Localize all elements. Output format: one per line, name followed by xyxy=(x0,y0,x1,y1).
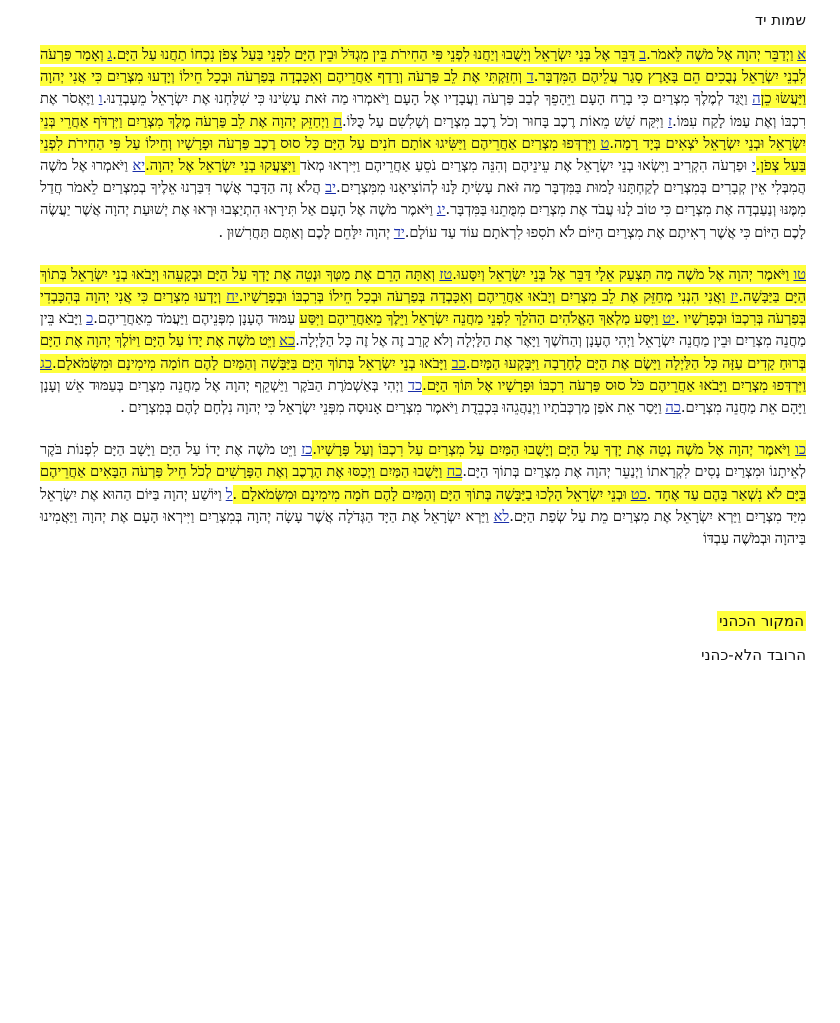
verse-number: טו xyxy=(793,265,806,283)
verse xyxy=(299,309,675,328)
verse-number: ד xyxy=(526,68,534,86)
verse-number: ל xyxy=(225,485,233,503)
paragraph xyxy=(40,44,806,244)
verse-number: כח xyxy=(446,463,463,481)
verse-text: דַּבֵּר אֶל בְּנֵי יִשְׂרָאֵל וְיָשֻׁבוּ וְיַחֲנוּ לִפְנֵי פִּי הַחִירֹת בֵּין מִגְדֹּל וּבֵין הַיָּם לִפְנֵי בַּעַל צְפֹן נִכְחוֹ תַחֲנוּ עַל הַיָּם. xyxy=(112,46,640,63)
verse-text: וַאֲנִי הִנְנִי מְחַזֵּק אֶת לֵב מִצְרַיִם וְיָבֹאוּ אַחֲרֵיהֶם וְאִכָּבְדָה בְּפַרְעֹה וּבְכָל חֵילוֹ בְּרִכְבּוֹ וּבְפָרָשָׁיו. xyxy=(238,288,731,306)
verse-number: לא xyxy=(493,507,510,525)
source-highlight: המקור הכהני xyxy=(719,612,804,631)
verse-text: וּפַרְעֹה הִקְרִיב וַיִּשְׂאוּ בְנֵי יִשְׂרָאֵל אֶת עֵינֵיהֶם וְהִנֵּה מִצְרַיִם נֹסֵעַ אַחֲרֵיהֶם וַיִּירְאוּ מְאֹד xyxy=(300,157,752,175)
verse xyxy=(239,287,739,306)
verse-text: וַיְחַזֵּק יְהוָה אֶת לֵב פַּרְעֹה מֶלֶךְ מִצְרַיִם וַיִּרְדֹּף אַחֲרֵי בְּנֵי יִשְׂרָאֵל וּבְנֵי יִשְׂרָאֵל יֹצְאִים בְּיָד רָמָה. xyxy=(40,112,806,152)
verse-number: יח xyxy=(226,288,239,306)
verse-text: וַיֵּט מֹשֶׁה אֶת יָדוֹ עַל הַיָּם וַיּוֹלֶךְ יְהוָה אֶת הַיָּם בְּרוּחַ קָדִים עַזָּה כָּל הַלַּיְלָה וַיָּשֶׂם אֶת הַיָּם לֶחָרָבָה וַיִּבָּקְעוּ הַמָּיִם. xyxy=(40,332,806,372)
chapter-body xyxy=(40,44,806,550)
verse-number: כט xyxy=(630,485,647,503)
verse-number: כז xyxy=(301,441,313,459)
verse-text: וַיֻּגַּד לְמֶלֶךְ מִצְרַיִם כִּי בָרַח הָעָם וַיֵּהָפֵךְ לְבַב פַּרְעֹה וַעֲבָדָיו אֶל הָעָם וַיֹּאמְרוּ מַה זֹּאת עָשִׂינוּ כִּי שִׁלַּחְנוּ אֶת יִשְׂרָאֵל מֵעָבְדֵנוּ. xyxy=(102,90,753,108)
verse-number: יד xyxy=(393,223,405,241)
verse xyxy=(452,265,806,284)
verse-number: כה xyxy=(665,399,681,417)
author-label: הרובד הלא-כהני xyxy=(701,646,806,665)
verse xyxy=(145,156,300,175)
verse-text: וַיִּקַּח שֵׁשׁ מֵאוֹת רֶכֶב בָּחוּר וְכֹל רֶכֶב מִצְרָיִם וְשָׁלִשִׁם עַל כֻּלּוֹ. xyxy=(342,112,669,130)
verse-text: וַיֹּאמֶר מֹשֶׁה אֶל הָעָם אַל תִּירָאוּ הִתְיַצְּבוּ וּרְאוּ אֶת יְשׁוּעַת יְהוָה אֲשֶׁר יַעֲשֶׂה לָכֶם הַיּוֹם כִּי אֲשֶׁר רְאִיתֶם אֶת מִצְרַיִם הַיּוֹם לֹא תֹסִפוּ לִרְאֹתָם עוֹד עַד עוֹלָם. xyxy=(40,201,806,241)
verse-text: וַיְהִי בְּאַשְׁמֹרֶת הַבֹּקֶר וַיַּשְׁקֵף יְהוָה אֶל מַחֲנֵה מִצְרַיִם בְּעַמּוּד אֵשׁ וְעָנָן וַיָּהָם אֵת מַחֲנֵה מִצְרָיִם. xyxy=(40,376,806,417)
verse-text: וַיָּסַר אֵת אֹפַן מַרְכְּבֹתָיו וַיְנַהֲגֵהוּ בִּכְבֵדֻת וַיֹּאמֶר מִצְרַיִם אָנוּסָה מִפְּנֵי יִשְׂרָאֵל כִּי יְהוָה נִלְחָם לָהֶם בְּמִצְרָיִם . xyxy=(120,399,666,417)
verse-text: וְחִזַּקְתִּי אֶת לֵב פַּרְעֹה וְרָדַף אַחֲרֵיהֶם וְאִכָּבְדָה בְּפַרְעֹה וּבְכָל חֵילוֹ וְיָדְעוּ מִצְרַיִם כִּי אֲנִי יְהוָה וַיַּעֲשׂוּ כֵן xyxy=(40,68,807,108)
verse-number: כד xyxy=(408,376,423,394)
verse-text: וַיֹּאמֶר יְהוָה אֶל מֹשֶׁה מַה תִּצְעַק אֵלָי דַּבֵּר אֶל בְּנֵי יִשְׂרָאֵל וְיִסָּעוּ. xyxy=(452,265,794,283)
verse-text: וַיֵּט מֹשֶׁה אֶת יָדוֹ עַל הַיָּם וַיָּשָׁב הַיָּם לִפְנוֹת בֹּקֶר לְאֵיתָנוֹ וּמִצְרַיִם נָסִים לִקְרָאתוֹ וַיְנַעֵר יְהוָה אֶת מִצְרַיִם בְּתוֹךְ הַיָּם. xyxy=(40,441,807,481)
verse xyxy=(112,45,646,64)
verse-text: וְאָמַר פַּרְעֹה לִבְנֵי יִשְׂרָאֵל נְבֻכִים הֵם בָּאָרֶץ סָגַר עֲלֵיהֶם הַמִּדְבָּר. xyxy=(40,46,806,86)
verse xyxy=(102,89,760,108)
verse xyxy=(646,45,806,64)
verse-text: וַיָּבֹא בֵּין מַחֲנֵה מִצְרַיִם וּבֵין מַחֲנֵה יִשְׂרָאֵל וַיְהִי הֶעָנָן וְהַחֹשֶׁךְ וַיָּאֶר אֶת הַלָּיְלָה וְלֹא קָרַב זֶה אֶל זֶה כָּל הַלָּיְלָה. xyxy=(40,310,806,350)
verse-number: יא xyxy=(132,157,146,175)
verse-number: ו xyxy=(98,90,103,108)
verse-text: וַיֹּאמֶר יְהוָה אֶל מֹשֶׁה נְטֵה אֶת יָדְךָ עַל הַיָּם וְיָשֻׁבוּ הַמַּיִם עַל מִצְרַיִם עַל רִכְבּוֹ וְעַל פָּרָשָׁיו. xyxy=(312,441,796,459)
verse-number: יב xyxy=(325,179,336,197)
verse-text: וַיִּצְעֲקוּ בְנֵי יִשְׂרָאֵל אֶל יְהוָה. xyxy=(145,157,301,175)
verse-text: וַיְדַבֵּר יְהוָה אֶל מֹשֶׁה לֵּאמֹר. xyxy=(646,46,798,63)
verse xyxy=(312,440,806,459)
verse-number: כא xyxy=(279,332,296,350)
verse xyxy=(219,223,405,242)
verse xyxy=(93,309,299,328)
verse-number: י xyxy=(751,157,756,175)
verse-number: כו xyxy=(795,441,806,459)
verse-text: וְאַתָּה הָרֵם אֶת מַטְּךָ וּנְטֵה אֶת יָדְךָ עַל הַיָּם וּבְקָעֵהוּ וְיָבֹאוּ בְנֵי יִשְׂרָאֵל בְּתוֹךְ הַיָּם בַּיַּבָּשָׁה. xyxy=(40,265,806,306)
verse-text: וַיִּרְדְּפוּ מִצְרַיִם אַחֲרֵיהֶם וַיַּשִּׂיגוּ אוֹתָם חֹנִים עַל הַיָּם כָּל סוּס רֶכֶב פַּרְעֹה וּפָרָשָׁיו וְחֵילוֹ עַל פִּי הַחִירֹת לִפְנֵי בַּעַל צְפֹן. xyxy=(40,134,806,175)
paragraph xyxy=(40,439,806,550)
page-title: שמות יד xyxy=(754,11,806,29)
verse-text: וְיָדְעוּ מִצְרַיִם כִּי אֲנִי יְהוָה בְּהִכָּבְדִי בְּפַרְעֹה בְּרִכְבּוֹ וּבְפָרָשָׁיו . xyxy=(40,288,807,328)
verse-number: ה xyxy=(752,90,761,108)
verse-number: ט xyxy=(600,134,610,152)
verse-number: כב xyxy=(451,354,466,372)
verse-number: טז xyxy=(439,265,453,283)
verse-text: וַיָּשֻׁבוּ הַמַּיִם וַיְכַסּוּ אֶת הָרֶכֶב וְאֶת הַפָּרָשִׁים לְכֹל חֵיל פַּרְעֹה הַבָּאִים אַחֲרֵיהֶם בַּיָּם לֹא נִשְׁאַר בָּהֶם עַד אֶחָד . xyxy=(40,463,806,503)
verse-text: וַיַּרְא יִשְׂרָאֵל אֶת הַיָּד הַגְּדֹלָה אֲשֶׁר עָשָׂה יְהוָה בְּמִצְרַיִם וַיִּירְאוּ הָעָם אֶת יְהוָה וַיַּאֲמִינוּ בַּיהוָה וּבְמֹשֶׁה עַבְדּוֹ xyxy=(40,507,806,548)
verse xyxy=(342,112,672,131)
verse-number: ג xyxy=(107,46,113,63)
paragraph xyxy=(40,264,806,419)
verse-text: יְהוָה יִלָּחֵם לָכֶם וְאַתֶּם תַּחֲרִשׁוּן . xyxy=(218,223,394,241)
verse-text: וַיָּבֹאוּ בְנֵי יִשְׂרָאֵל בְּתוֹךְ הַיָּם בַּיַּבָּשָׁה וְהַמַּיִם לָהֶם חוֹמָה מִימִינָם וּמִשְּׂמֹאלָם. xyxy=(51,354,452,372)
source-label xyxy=(40,610,806,632)
verse-text: עַמּוּד הֶעָנָן מִפְּנֵיהֶם וַיַּעֲמֹד מֵאַחֲרֵיהֶם. xyxy=(93,310,300,328)
verse xyxy=(300,156,756,175)
verse-number: יג xyxy=(436,201,446,219)
verse-number: א xyxy=(797,46,806,63)
verse-text: וּבְנֵי יִשְׂרָאֵל הָלְכוּ בַיַּבָּשָׁה בְּתוֹךְ הַיָּם וְהַמַּיִם לָהֶם חֹמָה מִימִינָם וּמִשְּׂמֹאלָם . xyxy=(232,485,631,503)
verse-number: יז xyxy=(730,288,739,306)
verse xyxy=(233,485,647,504)
verse xyxy=(120,398,681,417)
verse xyxy=(52,354,466,373)
verse-text: וַיִּרְדְּפוּ מִצְרַיִם וַיָּבֹאוּ אַחֲרֵיהֶם כֹּל סוּס פַּרְעֹה רִכְבּוֹ וּפָרָשָׁיו אֶל תּוֹךְ הַיָּם. xyxy=(422,376,806,394)
verse-text: וַיִּסַּע מַלְאַךְ הָאֱלֹהִים הַהֹלֵךְ לִפְנֵי מַחֲנֵה יִשְׂרָאֵל וַיֵּלֶךְ מֵאַחֲרֵיהֶם וַיִּסַּע xyxy=(299,310,663,328)
verse-number: ז xyxy=(668,112,673,130)
verse-text: וַיּוֹשַׁע יְהוָה בַּיּוֹם הַהוּא אֶת יִשְׂרָאֵל מִיַּד מִצְרָיִם וַיַּרְא יִשְׂרָאֵל אֶת מִצְרַיִם מֵת עַל שְׂפַת הַיָּם. xyxy=(40,485,806,525)
verse-number: יט xyxy=(662,310,676,328)
verse-number: כ xyxy=(86,310,94,328)
verse-text: וַיֹּאמְרוּ אֶל מֹשֶׁה הֲמִבְּלִי אֵין קְבָרִים בְּמִצְרַיִם לְקַחְתָּנוּ לָמוּת בַּמִּדְבָּר מַה זֹּאת עָשִׂיתָ לָּנוּ לְהוֹצִיאָנוּ מִמִּצְרָיִם. xyxy=(40,157,806,197)
verse-text: הֲלֹא זֶה הַדָּבָר אֲשֶׁר דִּבַּרְנוּ אֵלֶיךָ בְמִצְרַיִם לֵאמֹר חֲדַל מִמֶּנּוּ וְנַעַבְדָה אֶת מִצְרָיִם כִּי טוֹב לָנוּ עֲבֹד אֶת מִצְרַיִם מִמֻּתֵנוּ בַּמִּדְבָּר. xyxy=(40,179,806,219)
verse-number: ב xyxy=(639,46,647,63)
verse-number: כג xyxy=(40,354,52,372)
verse-text: וַיֶּאְסֹר אֶת רִכְבּוֹ וְאֶת עַמּוֹ לָקַח עִמּוֹ. xyxy=(40,90,807,130)
verse-number: ח xyxy=(333,112,343,130)
